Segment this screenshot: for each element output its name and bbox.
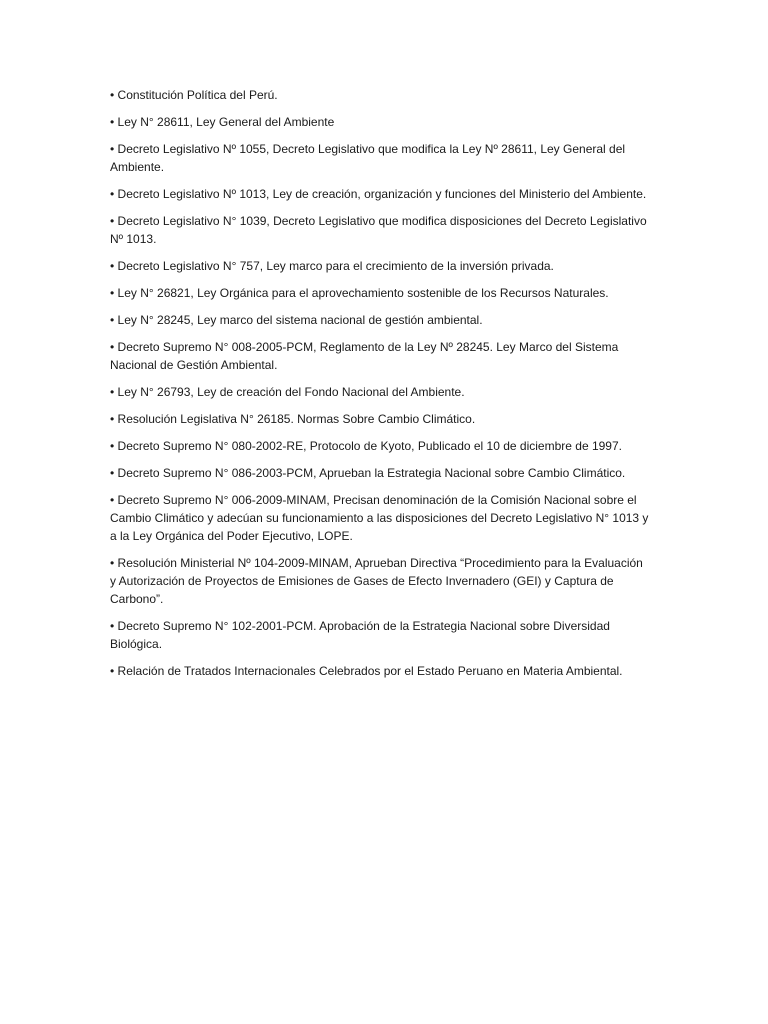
list-item-text: Decreto Supremo N° 080-2002-RE, Protocolo de Kyoto, Publicado el 10 de diciembre de 1997. [117, 439, 622, 453]
list-item-text: Resolución Legislativa N° 26185. Normas Sobre Cambio Climático. [117, 412, 476, 426]
list-item [110, 383, 650, 401]
bullet: • [110, 115, 115, 129]
bullet: • [110, 313, 115, 327]
list-item [110, 554, 650, 608]
list-item-text: Decreto Legislativo Nº 1055, Decreto Legislativo que modifica la Ley Nº 28611, Ley General del Ambiente. [110, 142, 626, 174]
list-item-text: Ley N° 26821, Ley Orgánica para el aprovechamiento sostenible de los Recursos Naturales. [117, 286, 609, 300]
bullet: • [110, 142, 115, 156]
list-item [110, 437, 650, 455]
list-item-text: Ley N° 28245, Ley marco del sistema nacional de gestión ambiental. [117, 313, 483, 327]
list-item [110, 185, 650, 203]
bullet: • [110, 466, 115, 480]
list-item [110, 491, 650, 545]
list-item-text: Decreto Legislativo N° 1039, Decreto Legislativo que modifica disposiciones del Decreto Legislativo Nº 1013. [110, 214, 647, 246]
list-item [110, 338, 650, 374]
legal-norms-list [110, 86, 650, 689]
list-item [110, 311, 650, 329]
list-item [110, 113, 650, 131]
list-item [110, 617, 650, 653]
bullet: • [110, 88, 115, 102]
list-item [110, 662, 650, 680]
bullet: • [110, 493, 115, 507]
list-item-text: Decreto Legislativo N° 757, Ley marco para el crecimiento de la inversión privada. [117, 259, 554, 273]
bullet: • [110, 664, 115, 678]
list-item [110, 464, 650, 482]
bullet: • [110, 556, 115, 570]
list-item [110, 284, 650, 302]
bullet: • [110, 214, 115, 228]
list-item-text: Ley N° 28611, Ley General del Ambiente [117, 115, 335, 129]
list-item-text: Resolución Ministerial Nº 104-2009-MINAM, Aprueban Directiva “Procedimiento para la Evaluación y Autorización de Proyectos de Emisiones de Gases de Efecto Invernadero (GEI) y Captura de Carbono”. [110, 556, 643, 606]
list-item [110, 410, 650, 428]
bullet: • [110, 340, 115, 354]
bullet: • [110, 187, 115, 201]
list-item [110, 212, 650, 248]
list-item-text: Constitución Política del Perú. [117, 88, 278, 102]
list-item [110, 257, 650, 275]
bullet: • [110, 259, 115, 273]
bullet: • [110, 286, 115, 300]
bullet: • [110, 439, 115, 453]
list-item [110, 86, 650, 104]
list-item-text: Decreto Supremo N° 102-2001-PCM. Aprobación de la Estrategia Nacional sobre Diversidad Biológica. [110, 619, 610, 651]
list-item-text: Decreto Supremo N° 086-2003-PCM, Aprueban la Estrategia Nacional sobre Cambio Climático. [117, 466, 626, 480]
list-item [110, 140, 650, 176]
bullet: • [110, 385, 115, 399]
list-item-text: Decreto Legislativo Nº 1013, Ley de creación, organización y funciones del Ministerio del Ambiente. [117, 187, 647, 201]
bullet: • [110, 412, 115, 426]
bullet: • [110, 619, 115, 633]
list-item-text: Relación de Tratados Internacionales Celebrados por el Estado Peruano en Materia Ambiental. [117, 664, 623, 678]
list-item-text: Ley N° 26793, Ley de creación del Fondo Nacional del Ambiente. [117, 385, 465, 399]
list-item-text: Decreto Supremo N° 006-2009-MINAM, Precisan denominación de la Comisión Nacional sobre el Cambio Climático y adecúan su funcionamiento a las disposiciones del Decreto Legislativo N° 1013 y a la Ley Orgánica del Poder Ejecutivo, LOPE. [110, 493, 649, 543]
list-item-text: Decreto Supremo N° 008-2005-PCM, Reglamento de la Ley Nº 28245. Ley Marco del Sistema Nacional de Gestión Ambiental. [110, 340, 619, 372]
